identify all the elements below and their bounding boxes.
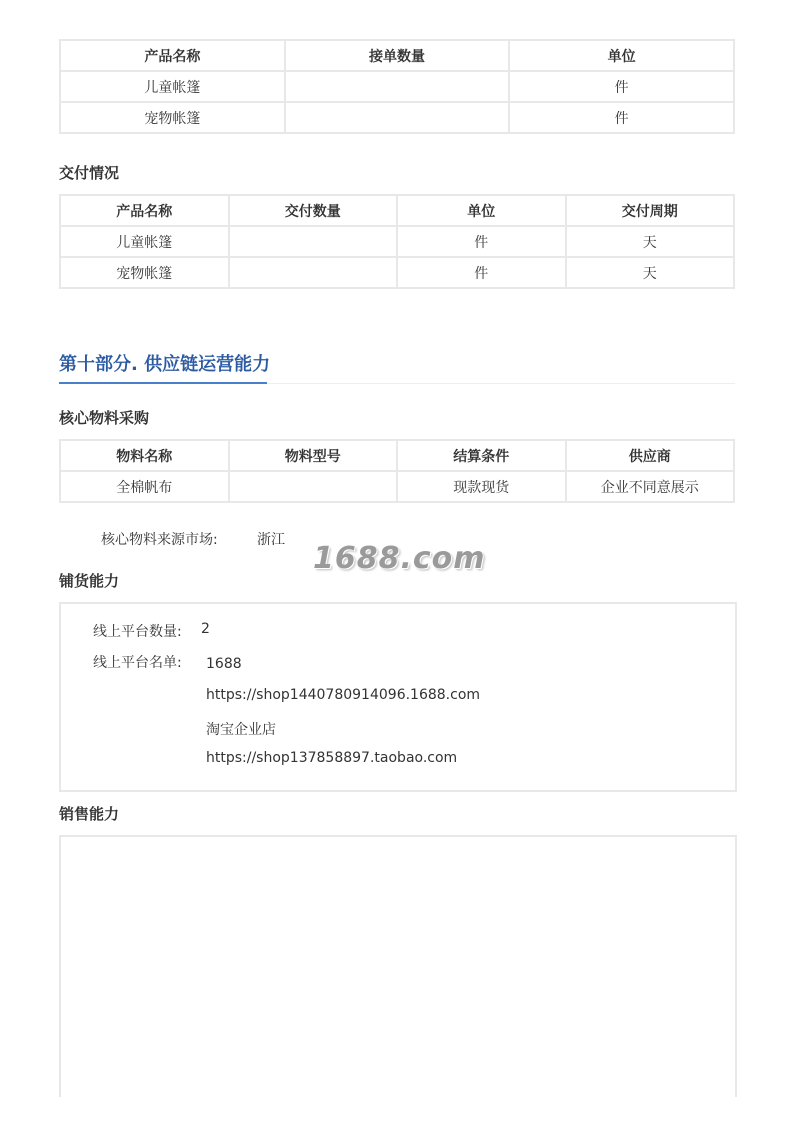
table-row [60, 71, 734, 102]
table-row [60, 226, 734, 257]
section-title-underline [59, 382, 267, 384]
header-cell: 产品名称 [60, 195, 229, 226]
table-row [60, 471, 734, 502]
table-cell: 件 [397, 226, 566, 257]
section-title: 第十部分. 供应链运营能力 [59, 354, 271, 375]
table-cell [285, 102, 510, 133]
table-cell: 件 [509, 102, 734, 133]
delivery-table [59, 194, 735, 289]
materials-heading: 核心物料采购 [59, 409, 150, 427]
table-row [60, 102, 734, 133]
table-cell [229, 471, 398, 502]
header-cell: 产品名称 [60, 40, 285, 71]
platform-names-label: 线上平台名单: [93, 655, 182, 671]
materials-table [59, 439, 735, 503]
table-cell: 宠物帐篷 [60, 102, 285, 133]
source-market-label: 核心物料来源市场: [101, 532, 218, 548]
delivery-heading: 交付情况 [59, 164, 120, 182]
table-cell: 天 [566, 226, 735, 257]
header-cell: 交付数量 [229, 195, 398, 226]
table-cell: 件 [397, 257, 566, 288]
table-cell [285, 71, 510, 102]
platform-count-value: 2 [201, 621, 210, 637]
platform-link[interactable]: https://shop137858897.taobao.com [206, 750, 458, 766]
table-cell: 宠物帐篷 [60, 257, 229, 288]
table-cell: 儿童帐篷 [60, 226, 229, 257]
table-cell: 天 [566, 257, 735, 288]
table-header-row [60, 195, 734, 226]
table-row [60, 257, 734, 288]
table-cell: 现款现货 [397, 471, 566, 502]
header-cell: 物料名称 [60, 440, 229, 471]
table-cell: 全棉帆布 [60, 471, 229, 502]
header-cell: 单位 [509, 40, 734, 71]
sales-heading: 销售能力 [59, 805, 120, 823]
platform-count-label: 线上平台数量: [93, 624, 182, 640]
table-header-row [60, 440, 734, 471]
table-cell: 件 [509, 71, 734, 102]
header-cell: 结算条件 [397, 440, 566, 471]
sales-box [59, 835, 737, 1097]
platform-link[interactable]: https://shop1440780914096.1688.com [206, 687, 481, 703]
table-cell: 企业不同意展示 [566, 471, 735, 502]
header-cell: 物料型号 [229, 440, 398, 471]
header-cell: 接单数量 [285, 40, 510, 71]
header-cell: 单位 [397, 195, 566, 226]
platform-name: 1688 [206, 656, 242, 672]
header-cell: 交付周期 [566, 195, 735, 226]
platform-name: 淘宝企业店 [206, 722, 276, 738]
table-cell: 儿童帐篷 [60, 71, 285, 102]
table-cell [229, 257, 398, 288]
distribution-heading: 铺货能力 [59, 572, 120, 590]
source-market-value: 浙江 [257, 532, 285, 548]
watermark-logo: 1688.com [313, 541, 486, 576]
header-cell: 供应商 [566, 440, 735, 471]
table-cell [229, 226, 398, 257]
order-table [59, 39, 735, 134]
table-header-row [60, 40, 734, 71]
